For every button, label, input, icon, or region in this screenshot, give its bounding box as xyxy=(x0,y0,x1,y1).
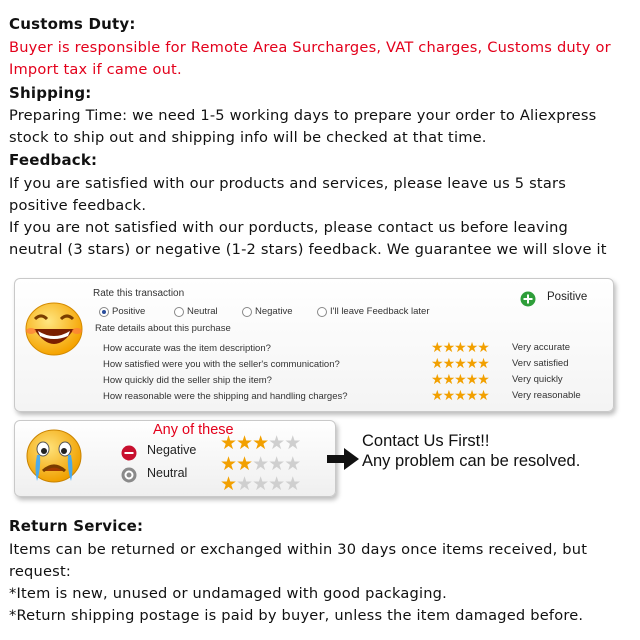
details-title: Rate details about this purchase xyxy=(95,323,231,334)
question-4-stars[interactable] xyxy=(431,389,489,403)
star-filled-icon: ★ xyxy=(477,388,489,404)
star-empty-icon: ★ xyxy=(236,473,253,495)
question-4: How reasonable were the shipping and handling charges? xyxy=(103,391,348,402)
returns-line-4: *Return shipping postage is paid by buyer, unless the item damaged before. xyxy=(9,607,584,624)
neutral-circle-icon xyxy=(121,467,137,483)
question-1: How accurate was the item description? xyxy=(103,343,271,354)
option-neutral-label: Neutral xyxy=(187,306,218,317)
question-3: How quickly did the seller ship the item? xyxy=(103,375,272,386)
radio-positive[interactable] xyxy=(99,307,109,317)
returns-line-1: Items can be returned or exchanged within 30 days once items received, but xyxy=(9,541,588,558)
radio-negative[interactable] xyxy=(242,307,252,317)
returns-line-3: *Item is new, unused or undamaged with good packaging. xyxy=(9,585,447,602)
star-filled-icon: ★ xyxy=(442,388,455,404)
bad-feedback-panel xyxy=(14,420,336,497)
option-positive-label: Positive xyxy=(112,306,146,317)
star-filled-icon: ★ xyxy=(431,340,443,356)
star-filled-icon: ★ xyxy=(454,372,466,388)
feedback-line-2: positive feedback. xyxy=(9,197,147,214)
happy-face-icon xyxy=(21,299,87,359)
star-filled-icon: ★ xyxy=(431,372,443,388)
answer-3: Very quickly xyxy=(512,374,563,385)
returns-heading: Return Service: xyxy=(9,517,144,535)
rate-title: Rate this transaction xyxy=(93,288,185,299)
negative-stars xyxy=(220,434,300,453)
neutral-stars xyxy=(220,455,300,474)
feedback-heading: Feedback: xyxy=(9,151,98,169)
shipping-line-2: stock to ship out and shipping info will be checked at that time. xyxy=(9,129,487,146)
star-empty-icon: ★ xyxy=(284,473,301,495)
radio-leave-later[interactable] xyxy=(317,307,327,317)
star-filled-icon: ★ xyxy=(431,356,443,372)
positive-badge: Positive xyxy=(547,291,588,303)
star-filled-icon: ★ xyxy=(220,432,237,454)
star-filled-icon: ★ xyxy=(442,372,455,388)
star-filled-icon: ★ xyxy=(465,372,478,388)
star-filled-icon: ★ xyxy=(236,432,253,454)
answer-2: Verv satisfied xyxy=(512,358,569,369)
option-negative-label: Negative xyxy=(255,306,293,317)
shipping-heading: Shipping: xyxy=(9,84,92,102)
star-filled-icon: ★ xyxy=(465,388,478,404)
negative-minus-icon xyxy=(121,445,137,461)
star-filled-icon: ★ xyxy=(477,340,489,356)
customs-heading: Customs Duty: xyxy=(9,15,136,33)
crying-face-icon xyxy=(23,427,85,487)
star-filled-icon: ★ xyxy=(431,388,443,404)
star-filled-icon: ★ xyxy=(220,473,237,495)
feedback-line-3: If you are not satisfied with our porducts, please contact us before leaving xyxy=(9,219,568,236)
customs-line-2: Import tax if came out. xyxy=(9,61,182,78)
returns-line-2: request: xyxy=(9,563,71,580)
shipping-line-1: Preparing Time: we need 1-5 working days to prepare your order to Aliexpress xyxy=(9,107,597,124)
star-filled-icon: ★ xyxy=(465,356,478,372)
radio-neutral[interactable] xyxy=(174,307,184,317)
customs-line-1: Buyer is responsible for Remote Area Surcharges, VAT charges, Customs duty or xyxy=(9,39,611,56)
any-of-these-title: Any of these xyxy=(153,422,234,438)
star-empty-icon: ★ xyxy=(268,453,285,475)
star-empty-icon: ★ xyxy=(284,453,301,475)
feedback-line-1: If you are satisfied with our products and services, please leave us 5 stars xyxy=(9,175,566,192)
star-filled-icon: ★ xyxy=(236,453,253,475)
star-empty-icon: ★ xyxy=(268,473,285,495)
star-filled-icon: ★ xyxy=(454,388,466,404)
question-2-stars[interactable] xyxy=(431,357,489,371)
star-filled-icon: ★ xyxy=(442,356,455,372)
question-3-stars[interactable] xyxy=(431,373,489,387)
answer-1: Very accurate xyxy=(512,342,571,353)
arrow-right-icon xyxy=(327,448,359,470)
option-later-label: I'll leave Feedback later xyxy=(330,306,430,317)
star-empty-icon: ★ xyxy=(252,473,269,495)
star-filled-icon: ★ xyxy=(220,453,237,475)
star-empty-icon: ★ xyxy=(284,432,301,454)
question-1-stars[interactable] xyxy=(431,341,489,355)
answer-4: Very reasonable xyxy=(512,390,581,401)
star-empty-icon: ★ xyxy=(252,453,269,475)
neutral-label: Neutral xyxy=(147,466,188,480)
star-filled-icon: ★ xyxy=(454,340,466,356)
star-filled-icon: ★ xyxy=(465,340,478,356)
star-filled-icon: ★ xyxy=(477,356,489,372)
feedback-line-4: neutral (3 stars) or negative (1-2 stars) feedback. We guarantee we will slove it xyxy=(9,241,607,258)
negative-label: Negative xyxy=(147,443,197,457)
star-filled-icon: ★ xyxy=(442,340,455,356)
rate-transaction-panel xyxy=(14,278,614,412)
one-star-row xyxy=(220,475,300,494)
contact-line-1: Contact Us First!! xyxy=(362,432,490,450)
star-filled-icon: ★ xyxy=(454,356,466,372)
plus-circle-icon xyxy=(520,291,536,307)
star-filled-icon: ★ xyxy=(252,432,269,454)
star-filled-icon: ★ xyxy=(477,372,489,388)
contact-line-2: Any problem can be resolved. xyxy=(362,452,581,470)
question-2: How satisfied were you with the seller's communication? xyxy=(103,359,340,370)
star-empty-icon: ★ xyxy=(268,432,285,454)
